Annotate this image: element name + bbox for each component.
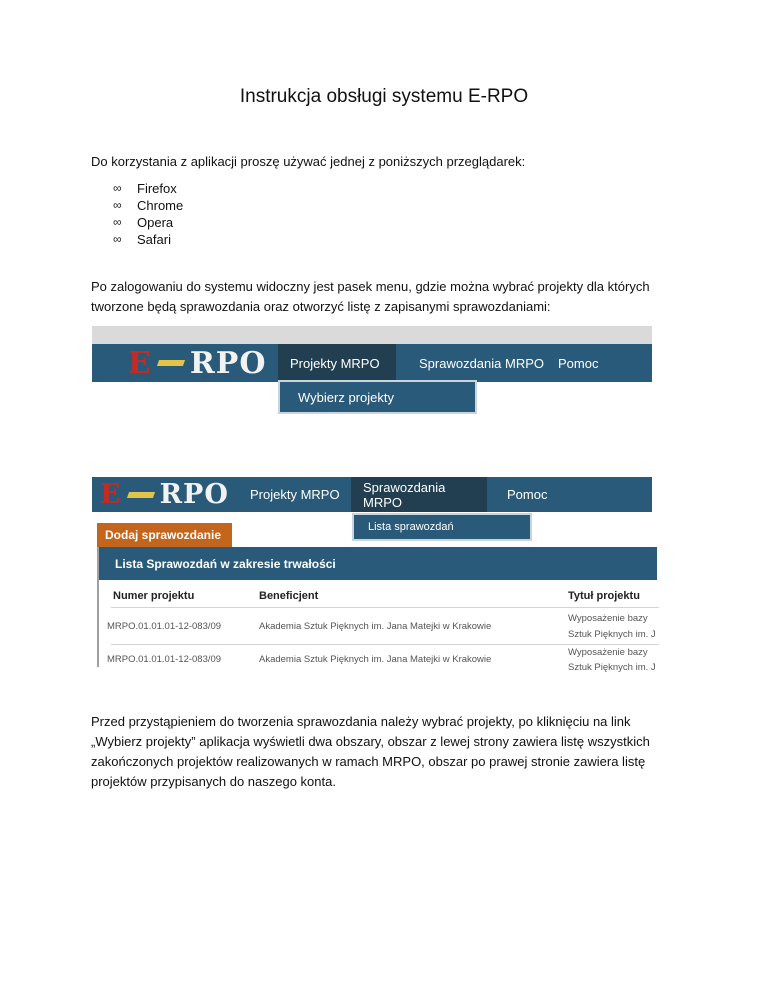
dropdown-reports-list[interactable]: Lista sprawozdań: [352, 513, 532, 541]
column-header[interactable]: Tytuł projektu: [568, 590, 640, 602]
browser-name: Opera: [137, 215, 174, 230]
final-paragraph-line: zakończonych projektów realizowanych w ramach MRPO, obszar po prawej stronie zawiera listę: [91, 754, 646, 769]
row-divider: [111, 644, 659, 645]
e-rpo-logo[interactable]: [92, 344, 278, 382]
column-header[interactable]: Beneficjent: [259, 590, 319, 602]
project-title: Sztuk Pięknych im. J: [568, 629, 656, 640]
final-paragraph: [91, 712, 681, 792]
final-paragraph-line: Przed przystąpieniem do tworzenia sprawozdania należy wybrać projekty, po kliknięciu na link: [91, 714, 631, 729]
beneficiary: Akademia Sztuk Pięknych im. Jana Matejki w Krakowie: [259, 621, 492, 632]
project-title: Sztuk Pięknych im. J: [568, 662, 656, 673]
reports-panel: [97, 547, 657, 673]
project-title: Wyposażenie bazy: [568, 613, 648, 624]
add-report-button[interactable]: Dodaj sprawozdanie: [97, 523, 232, 547]
final-paragraph-line: „Wybierz projekty” aplikacja wyświetli dwa obszary, obszar z lewej strony zawiera listę wszystkich: [91, 734, 650, 749]
logo-dash: [157, 360, 185, 366]
menu-paragraph: [91, 277, 691, 317]
document-title: Instrukcja obsługi systemu E-RPO: [239, 86, 529, 107]
project-number: MRPO.01.01.01-12-083/09: [107, 621, 222, 632]
screenshot-projects-menu: [92, 326, 652, 416]
browser-name: Firefox: [137, 181, 177, 196]
list-item: [113, 197, 183, 214]
infinity-bullet-icon: ∞: [113, 232, 122, 246]
infinity-bullet-icon: ∞: [113, 215, 122, 229]
infinity-bullet-icon: ∞: [113, 198, 122, 212]
logo-e: E: [128, 345, 152, 381]
dropdown-select-projects[interactable]: Wybierz projekty: [278, 380, 477, 414]
nav-projects[interactable]: Projekty MRPO: [278, 344, 396, 382]
infinity-bullet-icon: ∞: [113, 181, 122, 195]
navbar: [92, 344, 652, 382]
menu-paragraph-line: Po zalogowaniu do systemu widoczny jest pasek menu, gdzie można wybrać projekty dla których: [91, 279, 650, 294]
final-paragraph-line: projektów przypisanych do naszego konta.: [91, 774, 336, 789]
browser-list: [113, 180, 183, 248]
project-title: Wyposażenie bazy: [568, 647, 648, 658]
nav-projects[interactable]: Projekty MRPO: [250, 487, 340, 502]
beneficiary: Akademia Sztuk Pięknych im. Jana Matejki w Krakowie: [259, 654, 492, 665]
logo-rpo: RPO: [159, 479, 229, 510]
logo-rpo: RPO: [189, 345, 267, 381]
nav-help[interactable]: Pomoc: [558, 355, 599, 371]
list-item: [113, 231, 183, 248]
list-item: [113, 214, 183, 231]
row-divider: [111, 607, 659, 608]
e-rpo-logo[interactable]: [92, 477, 240, 512]
logo-e: E: [100, 479, 122, 510]
panel-title: Lista Sprawozdań w zakresie trwałości: [99, 547, 657, 580]
nav-reports[interactable]: Sprawozdania MRPO: [419, 355, 544, 371]
browser-strip: [92, 326, 652, 344]
browser-name: Safari: [137, 232, 171, 247]
nav-help[interactable]: Pomoc: [507, 487, 548, 502]
logo-dash: [127, 492, 155, 498]
nav-reports[interactable]: Sprawozdania MRPO: [351, 477, 487, 512]
menu-paragraph-line: tworzone będą sprawozdania oraz otworzyć listę z zapisanymi sprawozdaniami:: [91, 299, 551, 314]
list-item: [113, 180, 183, 197]
screenshot-reports-list: [92, 477, 656, 673]
browser-name: Chrome: [137, 198, 184, 213]
project-number: MRPO.01.01.01-12-083/09: [107, 654, 222, 665]
intro-paragraph: Do korzystania z aplikacji proszę używać jednej z poniższych przeglądarek:: [91, 154, 526, 169]
navbar: [92, 477, 652, 512]
column-header[interactable]: Numer projektu: [113, 590, 195, 602]
